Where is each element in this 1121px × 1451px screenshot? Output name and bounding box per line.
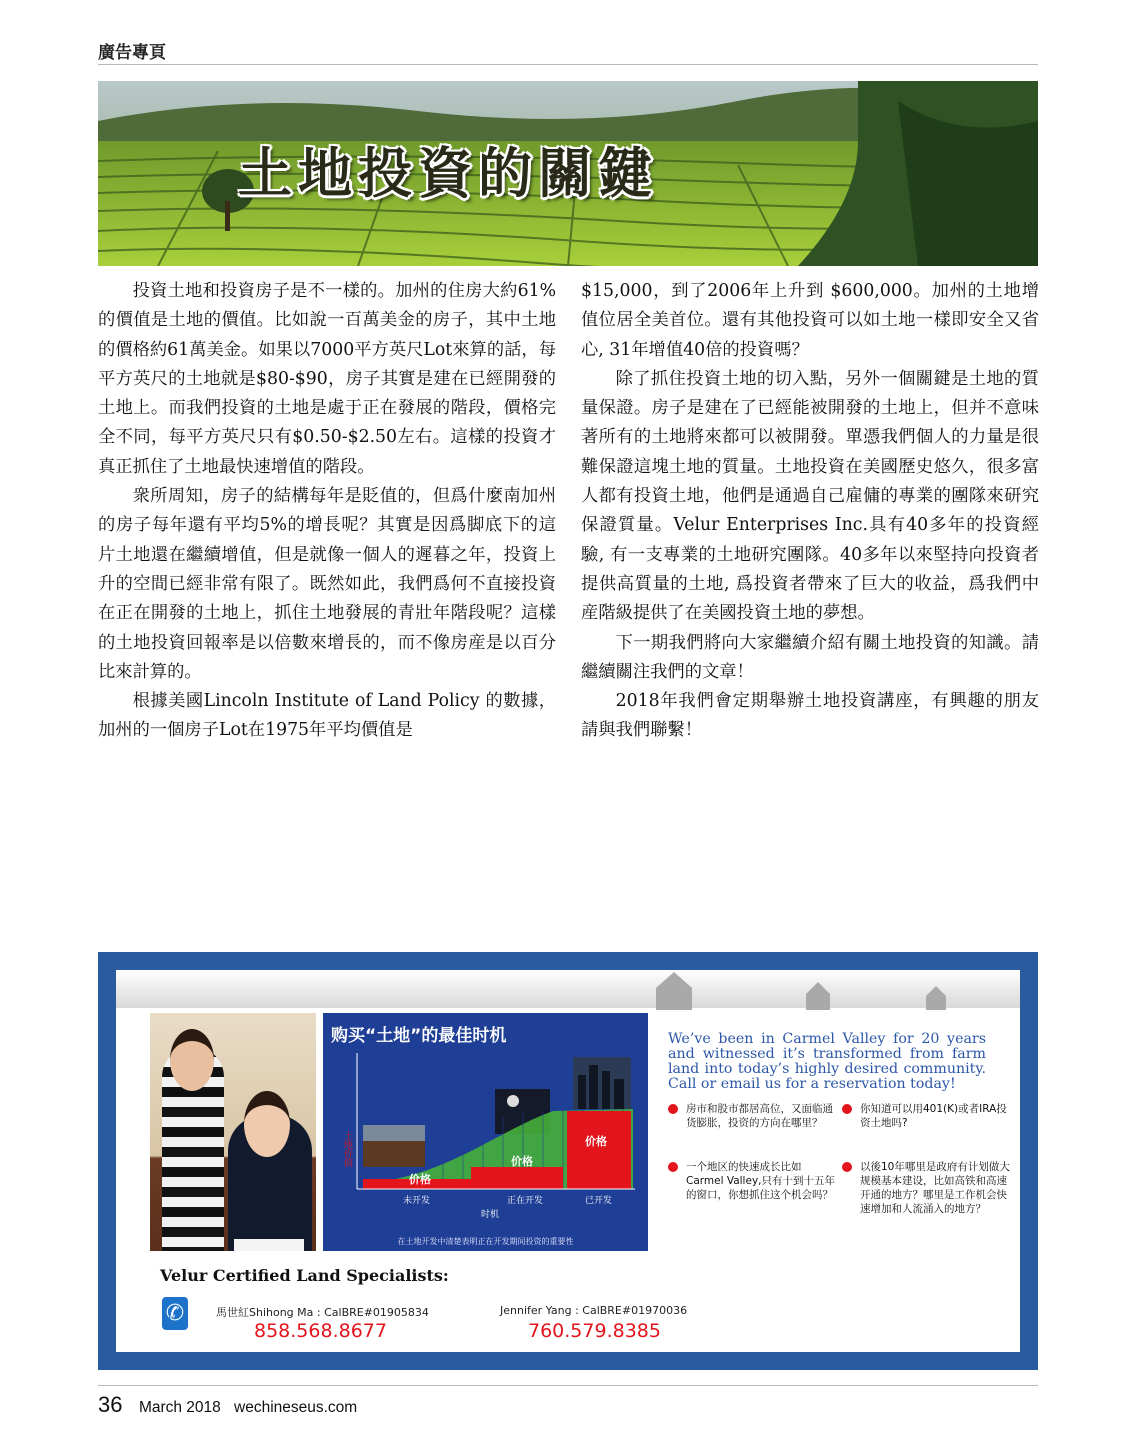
website-link[interactable]: wechineseus.com xyxy=(234,1399,358,1416)
contact-phone-link[interactable]: 760.579.8385 xyxy=(528,1320,661,1342)
article-paragraph: 下一期我們將向大家繼續介紹有關土地投資的知識。請繼續關注我們的文章！ xyxy=(581,632,1039,682)
banner-image xyxy=(98,81,1038,266)
price-bar-developing xyxy=(471,1167,563,1189)
advertisement-frame xyxy=(98,952,1038,1370)
article-paragraph: 根據美國Lincoln Institute of Land Policy 的數據，加州的一個房子Lot在1975年平均價值是 xyxy=(98,691,556,741)
advertisement-body xyxy=(116,970,1020,1352)
certified-heading: Velur Certified Land Specialists: xyxy=(160,1266,449,1285)
stage-label: 未开发 xyxy=(403,1196,431,1206)
timing-infographic xyxy=(323,1013,648,1251)
article-paragraph: 投資土地和投資房子是不一樣的。加州的住房大約61%的價值是土地的價值。比如說一百萬美金的房子，其中土地的價格約61萬美金。如果以7000平方英尺Lot來算的話，每平方英尺的土地就是$80-$90，房子其實是建在已經開發的土地上。而我們投資的土地是處于正在發展的階段，價格完全不同，每平方英尺只有$0.50-$2.50左右。這樣的投資才真正抓住了土地最快速增值的階段。 xyxy=(98,281,556,477)
bullet-dot-icon xyxy=(842,1104,852,1114)
bullet-dot-icon xyxy=(842,1162,852,1172)
ad-bullet xyxy=(842,1102,1010,1130)
timing-label: 时机 xyxy=(481,1210,500,1220)
agent-legs xyxy=(234,1239,304,1251)
banner-title: 土地投資的關鍵 xyxy=(238,141,658,205)
ad-bullet xyxy=(668,1160,836,1202)
price-label: 价格 xyxy=(585,1135,607,1148)
article-column-right xyxy=(581,277,1039,746)
ad-bullet-text: 以後10年哪里是政府有计划做大规模基本建设，比如高铁和高速开通的地方？哪里是工作机会快速增加和人流涌入的地方？ xyxy=(860,1161,1010,1215)
stage-label: 正在开发 xyxy=(507,1196,544,1206)
agents-photo xyxy=(150,1013,316,1251)
contact-name: Jennifer Yang : CalBRE#01970036 xyxy=(500,1304,688,1317)
agent-face xyxy=(170,1029,214,1091)
infographic-y-label: 土地价值 xyxy=(342,1131,352,1167)
price-label: 价格 xyxy=(511,1155,533,1168)
article-column-left xyxy=(98,277,556,746)
stage-label: 已开发 xyxy=(585,1196,613,1206)
bullet-dot-icon xyxy=(668,1104,678,1114)
price-label: 价格 xyxy=(409,1173,431,1186)
phone-icon: ✆ xyxy=(162,1297,188,1330)
footer-rule xyxy=(98,1385,1038,1386)
article-paragraph: 衆所周知，房子的結構每年是貶值的，但爲什麼南加州的房子每年還有平均5%的增長呢？其實是因爲脚底下的這片土地還在繼續增值，但是就像一個人的遲暮之年，投資上升的空間已經非常有限了。既然如此，我們爲何不直接投資在正在開發的土地上，抓住土地發展的青壯年階段呢？這樣的土地投資回報率是以倍數來增長的，而不像房産是以百分比來計算的。 xyxy=(98,486,556,682)
article-paragraph: 除了抓住投資土地的切入點，另外一個關鍵是土地的質量保證。房子是建在了已經能被開發的土地上，但并不意味著所有的土地將來都可以被開發。單憑我們個人的力量是很難保證這塊土地的質量。土地投資在美國歷史悠久，很多富人都有投資土地，他們是通過自己雇傭的專業的團隊來研究保證質量。Velur Enterprises Inc.具有40多年的投資經驗, 有一支專業的土地研究團隊。40多年以來堅持向投資者提供高質量的土地, 爲投資者帶來了巨大的收益，爲我們中産階級提供了在美國投資土地的夢想。 xyxy=(581,368,1039,624)
page-footer xyxy=(98,1392,357,1418)
ad-bullet-text: 房市和股市都居高位，又面临通货膨胀，投资的方向在哪里？ xyxy=(686,1103,833,1129)
ad-bullet-text: 你知道可以用401(K)或者IRA投资土地吗? xyxy=(860,1103,1007,1129)
page-number: 36 xyxy=(98,1392,123,1417)
contact-phone-link[interactable]: 858.568.8677 xyxy=(254,1320,387,1342)
article-paragraph: 2018年我們會定期舉辦土地投資講座，有興趣的朋友請與我們聯繫！ xyxy=(581,691,1039,741)
section-label: 廣告專頁 xyxy=(98,43,166,63)
agent-face xyxy=(244,1091,290,1157)
contact-name: 馬世紅Shihong Ma : CalBRE#01905834 xyxy=(216,1306,429,1319)
construction-light xyxy=(507,1095,519,1107)
section-header xyxy=(98,36,1038,65)
raw-land-sky xyxy=(363,1125,425,1141)
article-paragraph: $15,000，到了2006年上升到 $600,000。加州的土地增值位居全美首位。還有其他投資可以如土地一樣即安全又省心, 31年增值40倍的投資嗎？ xyxy=(581,281,1039,360)
house-roofs-decoration xyxy=(656,970,1020,1010)
bullet-dot-icon xyxy=(668,1162,678,1172)
price-bar-developed xyxy=(567,1111,631,1189)
infographic-title: 购买“土地”的最佳时机 xyxy=(331,1026,507,1046)
infographic-caption: 在土地开发中清楚表明正在开发期间投资的重要性 xyxy=(397,1237,574,1246)
issue-date: March 2018 xyxy=(138,1399,221,1416)
ad-bullet xyxy=(668,1102,836,1130)
ad-bullet-text: 一个地区的快速成长比如Carmel Valley,只有十到十五年的窗口，你想抓住这个机会吗？ xyxy=(686,1161,835,1201)
ad-tagline: We’ve been in Carmel Valley for 20 years and witnessed it’s transformed from farm land into today’s highly desired community. Call or email us for a reservation today! xyxy=(668,1031,986,1092)
ad-bullet xyxy=(842,1160,1010,1216)
